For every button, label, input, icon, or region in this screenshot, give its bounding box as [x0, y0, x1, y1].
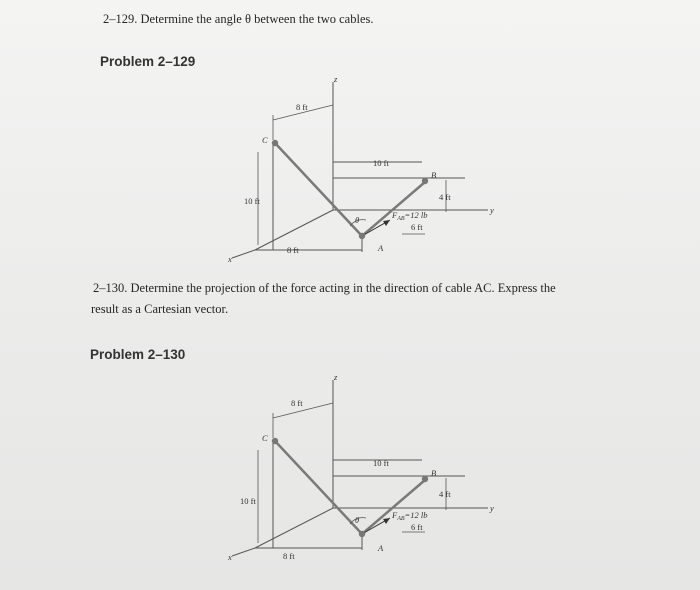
point-a-label-2: A — [378, 543, 384, 553]
point-c-label: C — [262, 135, 268, 145]
dim-10ft-horizontal: 10 ft — [373, 158, 389, 168]
x-axis-label-2: x — [228, 552, 232, 562]
dim-6ft-2: 6 ft — [411, 522, 423, 532]
problem-130-statement-line1: 2–130. Determine the projection of the force acting in the direction of cable AC. Express the — [93, 281, 556, 295]
dim-10ft-horizontal-2: 10 ft — [373, 458, 389, 468]
dim-4ft: 4 ft — [439, 192, 451, 202]
problem-129-heading: Problem 2–129 — [100, 54, 196, 69]
y-axis-label: y — [490, 205, 494, 215]
point-c-label-2: C — [262, 433, 268, 443]
point-a-label: A — [378, 243, 384, 253]
theta-label-2: θ — [355, 515, 360, 525]
dim-10ft-vertical: 10 ft — [244, 196, 260, 206]
force-label: $F_{AB}=12$ lb — [392, 210, 428, 222]
force-label-2: $F_{AB}=12$ lb — [392, 510, 428, 522]
point-b-label: B — [431, 170, 437, 180]
problem-129-statement: 2–129. Determine the angle θ between the two cables. — [103, 12, 374, 26]
theta-label: θ — [355, 215, 360, 225]
dim-8ft-top-2: 8 ft — [291, 398, 303, 408]
dim-4ft-2: 4 ft — [439, 489, 451, 499]
problem-130-statement-line2: result as a Cartesian vector. — [91, 302, 229, 316]
dim-6ft: 6 ft — [411, 222, 423, 232]
z-axis-label: z — [334, 74, 338, 84]
dim-8ft-bottom: 8 ft — [287, 245, 299, 255]
z-axis-label-2: z — [334, 372, 338, 382]
dim-10ft-vertical-2: 10 ft — [240, 496, 256, 506]
y-axis-label-2: y — [490, 503, 494, 513]
x-axis-label: x — [228, 254, 232, 264]
point-b-label-2: B — [431, 468, 437, 478]
dim-8ft-bottom-2: 8 ft — [283, 551, 295, 561]
dim-8ft-top: 8 ft — [296, 102, 308, 112]
problem-130-heading: Problem 2–130 — [90, 347, 186, 362]
